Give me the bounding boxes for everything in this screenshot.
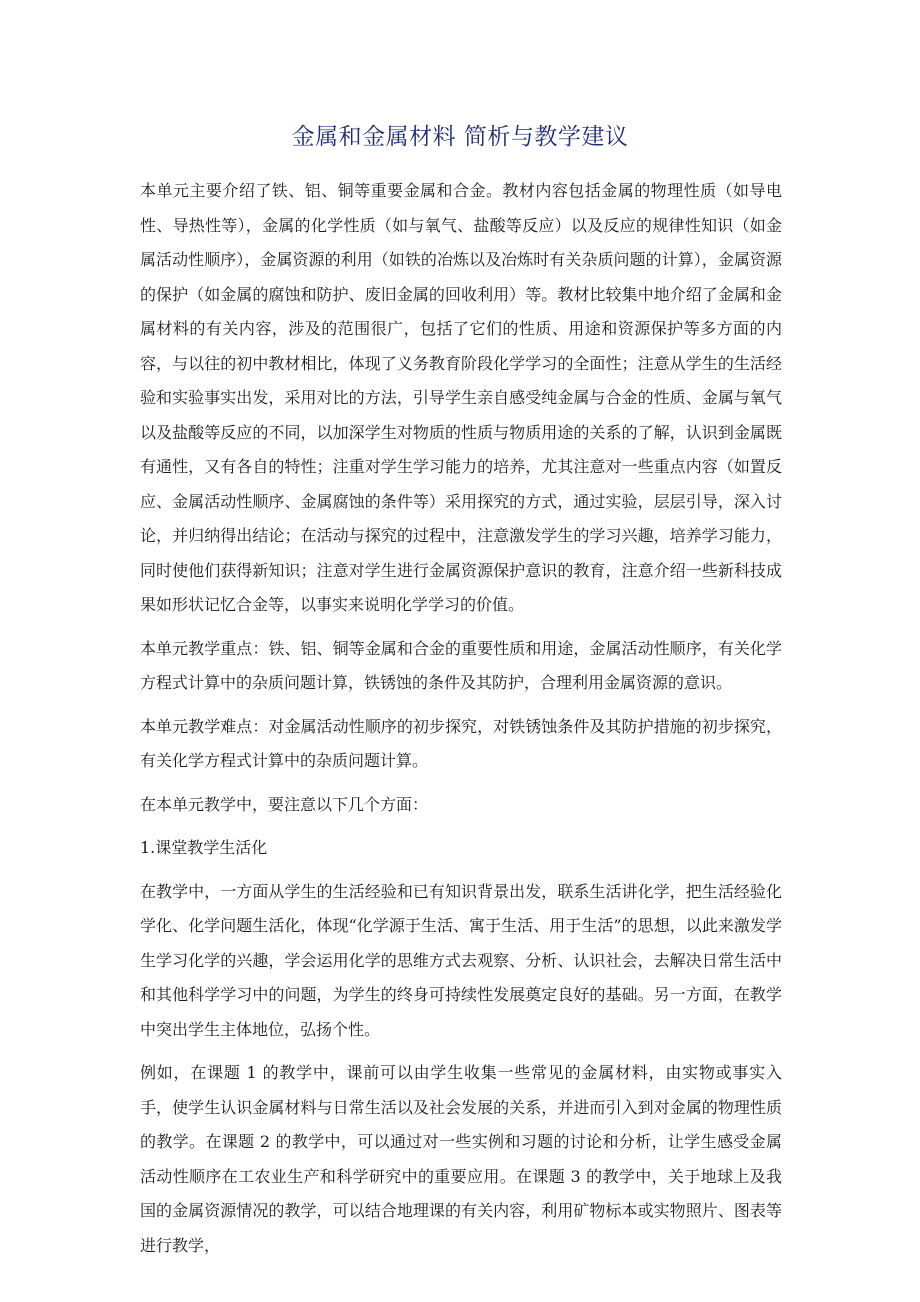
paragraph-intro: 本单元主要介绍了铁、铝、铜等重要金属和合金。教材内容包括金属的物理性质（如导电性、导热性等），金属的化学性质（如与氧气、盐酸等反应）以及反应的规律性知识（如金属活动性顺序），金属资源的利用（如铁的冶炼以及冶炼时有关杂质问题的计算），金属资源的保护（如金属的腐蚀和防护、废旧金属的回收利用）等。教材比较集中地介绍了金属和金属材料的有关内容，涉及的范围很广，包括了它们的性质、用途和资源保护等多方面的内容，与以往的初中教材相比，体现了义务教育阶段化学学习的全面性；注意从学生的生活经验和实验事实出发，采用对比的方法，引导学生亲自感受纯金属与合金的性质、金属与氧气以及盐酸等反应的不同，以加深学生对物质的性质与物质用途的关系的了解，认识到金属既有通性，又有各自的特性；注重对学生学习能力的培养，尤其注意对一些重点内容（如置反应、金属活动性顺序、金属腐蚀的条件等）采用探究的方式，通过实验，层层引导，深入讨论，并归纳得出结论；在活动与探究的过程中，注意激发学生的学习兴趣，培养学习能力，同时使他们获得新知识；注意对学生进行金属资源保护意识的教育，注意介绍一些新科技成果如形状记忆合金等，以事实来说明化学学习的价值。 [140,181,782,614]
section-heading-1: 1.课堂教学生活化 [140,838,268,857]
paragraph-aspects-intro: 在本单元教学中，要注意以下几个方面： [140,794,429,814]
paragraph-life-teaching: 在教学中，一方面从学生的生活经验和已有知识背景出发，联系生活讲化学，把生活经验化学化、化学问题生活化，体现“化学源于生活、寓于生活、用于生活”的思想，以此来激发学生学习化学的兴趣，学会运用化学的思维方式去观察、分析、认识社会，去解决日常生活中和其他科学学习中的问题，为学生的终身可持续性发展奠定良好的基础。另一方面，在教学中突出学生主体地位，弘扬个性。 [140,881,782,1039]
document-title: 金属和金属材料 简析与教学建议 [291,124,629,150]
document-body [140,174,782,1272]
paragraph-example: 例如，在课题 1 的教学中，课前可以由学生收集一些常见的金属材料，由实物或事实入手，使学生认识金属材料与日常生活以及社会发展的关系，并进而引入到对金属的物理性质的教学。在课题 2 的教学中，可以通过对一些实例和习题的讨论和分析，让学生感受金属活动性顺序在工农业生产和科学研究中的重要应用。在课题 3 的教学中，关于地球上及我国的金属资源情况的教学，可以结合地理课的有关内容，利用矿物标本或实物照片、图表等进行教学， [140,1063,782,1255]
paragraph-difficulties: 本单元教学难点：对金属活动性顺序的初步探究，对铁锈蚀条件及其防护措施的初步探究，有关化学方程式计算中的杂质问题计算。 [140,716,782,770]
paragraph-key-points: 本单元教学重点：铁、铝、铜等金属和合金的重要性质和用途，金属活动性顺序，有关化学方程式计算中的杂质问题计算，铁锈蚀的条件及其防护，合理利用金属资源的意识。 [140,638,782,692]
